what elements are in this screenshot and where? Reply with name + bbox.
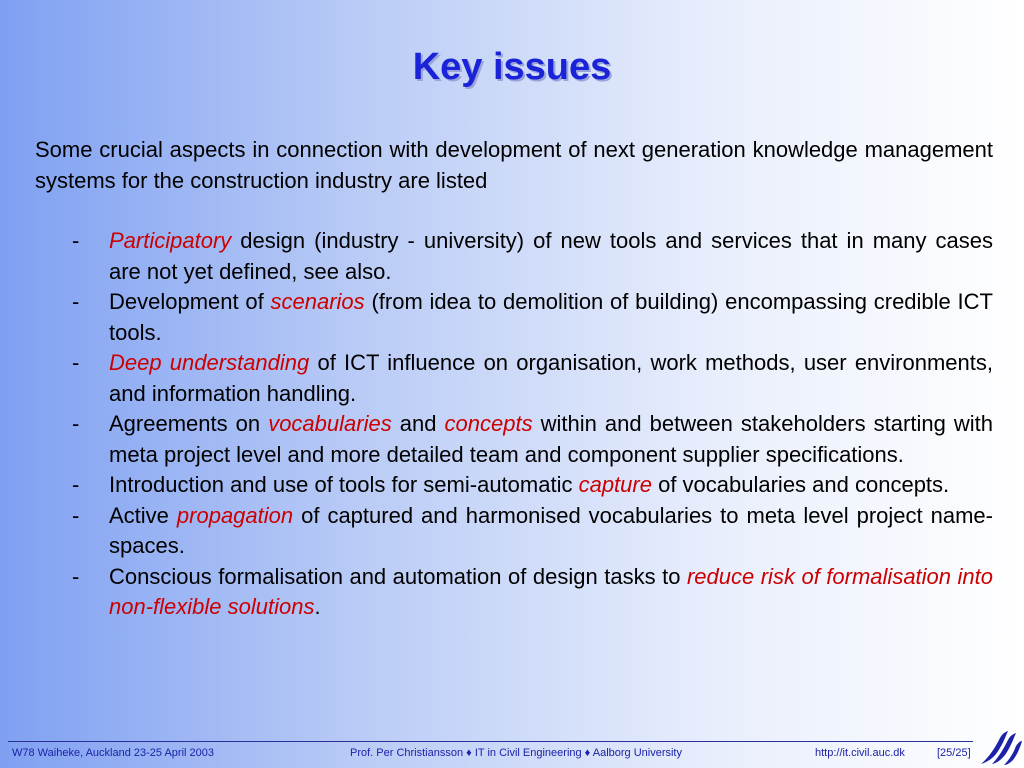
bullet-dash: -	[72, 563, 80, 589]
emphasized-term: reduce risk of formalisation into non-flexible solutions	[109, 563, 994, 619]
footer-divider	[8, 741, 973, 742]
footer-page-number: [25/25]	[937, 747, 971, 759]
aalborg-university-logo-icon	[978, 728, 1022, 766]
bullet-text: (from idea to demolition of building) encompassing credible ICT tools.	[109, 289, 993, 345]
emphasized-term: scenarios	[270, 289, 365, 314]
bullet-text: design (industry - university) of new tools and services that in many cases are not yet defined, see also.	[109, 228, 993, 284]
intro-paragraph: Some crucial aspects in connection with development of next generation knowledge management systems for the construction industry are listed	[35, 137, 993, 193]
footer-author: Prof. Per Christiansson ♦ IT in Civil Engineering ♦ Aalborg University	[350, 747, 682, 759]
bullet-text: of vocabularies and concepts.	[651, 472, 950, 497]
bullet-item	[72, 348, 993, 409]
bullet-text: within and between stakeholders starting with meta project level and more detailed team and component supplier specifications.	[109, 411, 994, 467]
slide-title: Key issues	[412, 46, 612, 88]
key-issues-list	[72, 226, 993, 623]
emphasized-term: propagation	[176, 502, 294, 528]
bullet-dash: -	[72, 228, 80, 253]
bullet-dash: -	[72, 411, 80, 436]
bullet-text: .	[314, 594, 321, 619]
bullet-item	[72, 501, 993, 562]
footer-event: W78 Waiheke, Auckland 23-25 April 2003	[12, 747, 214, 759]
emphasized-term: capture	[578, 472, 652, 497]
emphasized-term: concepts	[444, 411, 533, 436]
emphasized-term: Participatory	[109, 228, 232, 253]
bullet-text: Conscious formalisation and automation of design tasks to	[109, 563, 687, 589]
emphasized-term: Deep understanding	[109, 350, 310, 375]
bullet-dash: -	[72, 472, 80, 497]
bullet-text: Development of	[109, 289, 271, 314]
bullet-item	[72, 562, 993, 623]
bullet-dash: -	[72, 289, 80, 314]
bullet-text: of ICT influence on organisation, work methods, user environments, and information handling.	[109, 350, 994, 406]
bullet-text: of captured and harmonised vocabularies to meta level project name-spaces.	[109, 502, 993, 558]
bullet-text: and	[391, 411, 445, 436]
bullet-item	[72, 226, 993, 287]
emphasized-term: vocabularies	[268, 411, 392, 436]
bullet-item	[72, 409, 993, 470]
bullet-item	[72, 287, 993, 348]
bullet-text: Active	[109, 502, 177, 528]
bullet-item	[72, 470, 993, 501]
footer-url: http://it.civil.auc.dk	[815, 747, 905, 759]
bullet-dash: -	[72, 350, 80, 375]
bullet-text: Introduction and use of tools for semi-automatic	[109, 472, 579, 497]
bullet-dash: -	[72, 502, 80, 528]
bullet-text: Agreements on	[109, 411, 269, 436]
